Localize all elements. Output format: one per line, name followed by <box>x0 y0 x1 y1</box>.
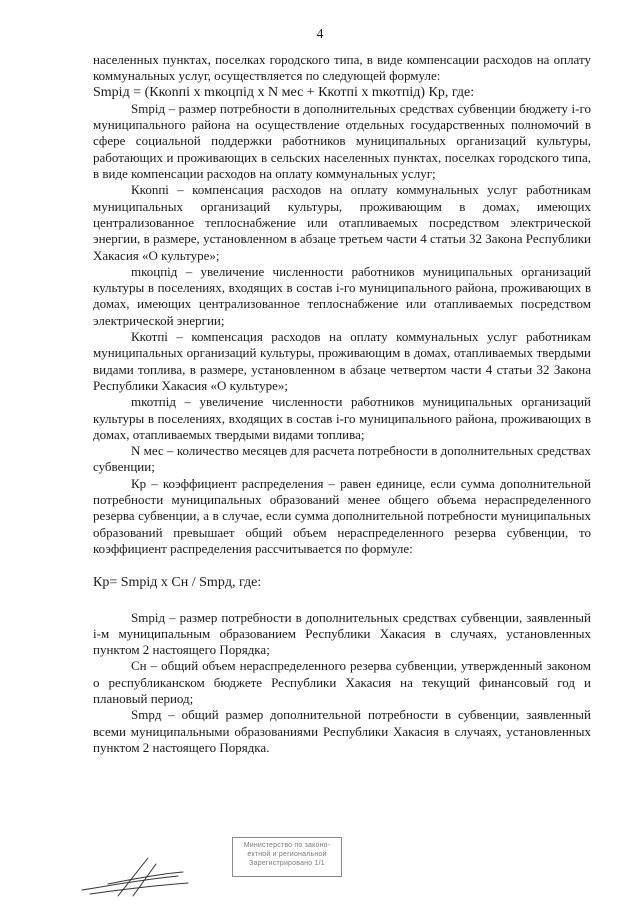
stamp-line: ектной и региональной <box>247 851 327 858</box>
definition-mkotpid: mкотпiд – увеличение численности работников муниципальных организаций культуры в поселениях, входящих в состав i-го муниципального района, проживающих в домах, отапливаемых твердыми видами топлива; <box>93 394 591 442</box>
stamp-line: Министерство по законо- <box>243 842 331 849</box>
definition-sn: Сн – общий объем нераспределенного резерва субвенции, утвержденный законом о республиканском бюджете Республики Хакасия на текущий финансовый год и плановый период; <box>93 658 591 706</box>
formula-kr: Кр= Smpiд х Сн / Smpд, где: <box>93 575 262 591</box>
document-body <box>93 52 591 756</box>
definition-smpd: Smpд – общий размер дополнительной потребности в субвенции, заявленный всеми муниципальными образованиями Республики Хакасия в случаях, установленных пунктом 2 настоящего Порядка. <box>93 707 591 755</box>
definition-n-months: N мес – количество месяцев для расчета потребности в дополнительных средствах субвенции; <box>93 443 591 475</box>
formula-smpid: Smpiд = (Ккоnпi х mкоцпiд х N мес + Ккотпi х mкотпiд) Кр, где: <box>93 84 475 100</box>
definition-kkocpi: Ккоnпi – компенсация расходов на оплату коммунальных услуг работникам муниципальных организаций культуры, проживающим в домах, имеющих централизованное теплоснабжение или отапливаемых посредством электрической энергии, в размере, установленном в абзаце третьем части 4 статьи 32 Закона Республики Хакасия «О культуре»; <box>93 182 591 263</box>
definition-kkotpi: Ккотпi – компенсация расходов на оплату коммунальных услуг работникам муниципальных организаций культуры, проживающим в домах, отапливаемых твердыми видами топлива, в размере, установленном в абзаце четвертом части 4 статьи 32 Закона Республики Хакасия «О культуре»; <box>93 329 591 393</box>
definition-smpid: Smpiд – размер потребности в дополнительных средствах субвенции бюджету i-го муниципального района на осуществление отдельных государственных полномочий в сфере социальной поддержки работников муниципальных организаций культуры, работающих и проживающих в сельских населенных пунктах, поселках городского типа, в виде компенсации расходов на оплату коммунальных услуг; <box>93 100 591 182</box>
definition-smpid-claimed: Smpiд – размер потребности в дополнительных средствах субвенции, заявленный i-м муниципальным образованием Республики Хакасия в случаях, установленных пунктом 2 настоящего Порядка; <box>93 609 591 658</box>
stamp-line: Зарегистрировано 1/1 <box>249 860 325 867</box>
intro-paragraph: населенных пунктах, поселках городского типа, в виде компенсации расходов на оплату коммунальных услуг, осуществляется по следующей формуле: <box>93 52 591 84</box>
definition-kr: Кр – коэффициент распределения – равен единице, если сумма дополнительной потребности муниципальных образований менее общего объема нераспределенного резерва субвенции, а в случае, если сумма дополнительной потребности муниципальных образований превышает общий объем нераспределенного резерва субвенции, то коэффициент распределения рассчитывается по формуле: <box>93 475 591 556</box>
definition-mkocpid: mкоцпiд – увеличение численности работников муниципальных организаций культуры в поселениях, входящих в состав i-го муниципального района, проживающих в домах, имеющих централизованное теплоснабжение или отапливаемых посредством электрической энергии; <box>93 263 591 328</box>
signature-mark <box>78 850 193 900</box>
registration-stamp <box>232 837 342 877</box>
page-number: 4 <box>316 27 324 42</box>
